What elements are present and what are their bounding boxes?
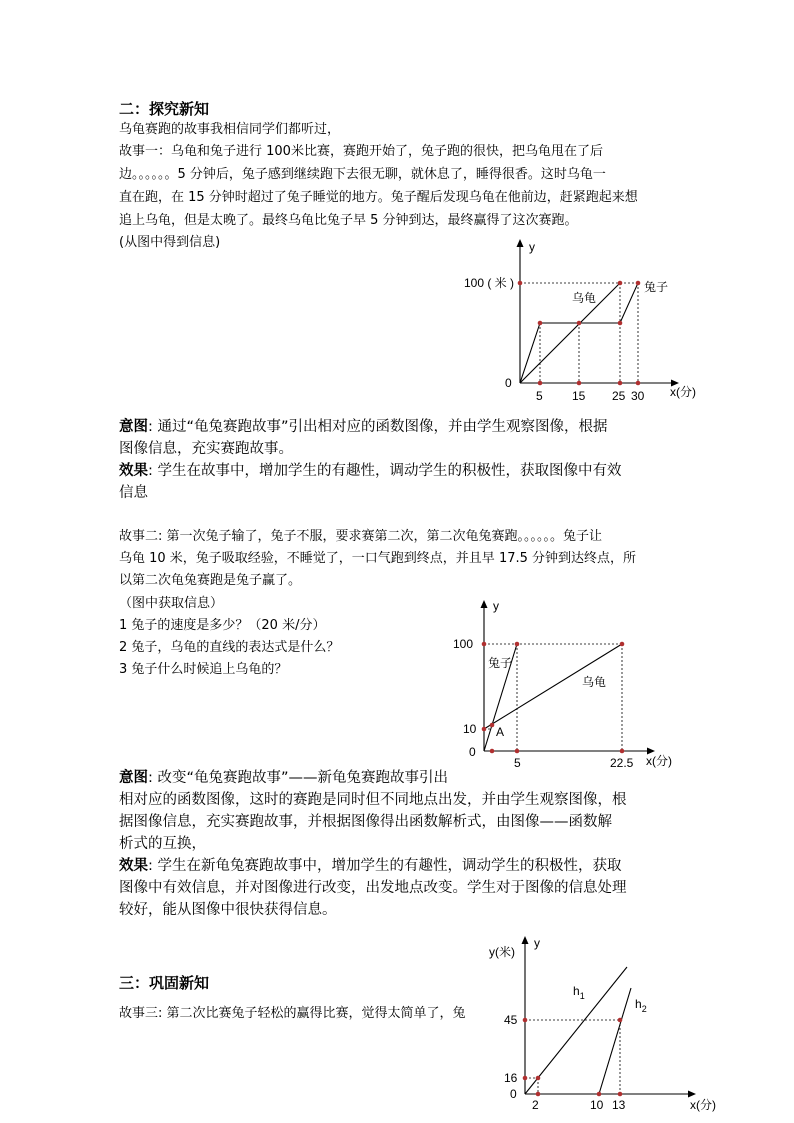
x-tick: 10 (590, 1098, 604, 1112)
graph-race-two (446, 596, 678, 771)
story2-line: 以第二次龟兔赛跑是兔子赢了。 (119, 573, 302, 588)
effect-text: 信息 (119, 485, 148, 501)
turtle-label: 乌龟 (582, 675, 607, 689)
story2-paragraph (119, 528, 636, 594)
question-item: 2 兔子，乌龟的直线的表达式是什么？ (119, 640, 340, 655)
x-axis-label: x(分) (670, 385, 696, 399)
effect-text: : 学生在故事中，增加学生的有趣性，调动学生的积极性，获取图像中有效 (148, 463, 622, 479)
x-tick: 25 (612, 389, 626, 403)
story1-line: 故事一：乌龟和兔子进行 100米比赛，赛跑开始了，兔子跑的很快，把乌龟甩在了后 (119, 144, 603, 159)
y-tick-100: 100 ( 米 ) (464, 276, 515, 290)
intent-text: 相对应的函数图像，这时的赛跑是同时但不同地点出发，并由学生观察图像，根 (119, 792, 627, 808)
h2-label: $h_2$ (635, 997, 647, 1014)
question-item: 1 兔子的速度是多少？（20 米/分） (119, 618, 326, 633)
y-axis-label: y (529, 240, 535, 254)
story2-line: 乌龟 10 米，兔子吸取经验，不睡觉了，一口气跑到终点，并且早 17.5 分钟到达终点，所 (119, 551, 637, 566)
section-heading-2: 二：探究新知 (119, 100, 210, 118)
x-axis-label: x(分) (690, 1098, 716, 1112)
y-tick: 45 (504, 1013, 518, 1027)
effect-text: : 学生在新龟兔赛跑故事中，增加学生的有趣性，调动学生的积极性，获取 (148, 858, 622, 874)
effect-text: 较好，能从图像中很快获得信息。 (119, 902, 337, 918)
intent-label: 意图 (119, 419, 148, 435)
section-heading-3: 三：巩固新知 (119, 974, 210, 992)
y-unit-label: y(米) (489, 945, 515, 959)
effect-label: 效果 (119, 463, 148, 479)
intent-text: : 通过“龟兔赛跑故事”引出相对应的函数图像，并由学生观察图像，根据 (148, 419, 608, 435)
effect-label: 效果 (119, 858, 148, 874)
intent-text: : 改变“龟兔赛跑故事”——新龟兔赛跑故事引出 (148, 770, 449, 786)
y-tick: 16 (504, 1071, 518, 1085)
story1-line: 直在跑，在 15 分钟时超过了兔子睡觉的地方。兔子醒后发现乌龟在他前边，赶紧跑起来想 (119, 190, 638, 205)
turtle-line (520, 283, 620, 383)
rabbit-label: 兔子 (488, 656, 513, 670)
h1-label: $h_1$ (573, 984, 585, 1001)
effect-text: 图像中有效信息，并对图像进行改变，出发地点改变。学生对于图像的信息处理 (119, 880, 627, 896)
origin-label: 0 (505, 376, 512, 390)
graph-race-three (484, 932, 724, 1118)
y-axis-label: y (493, 599, 499, 613)
x-tick: 5 (536, 389, 543, 403)
intent-text: 图像信息，充实赛跑故事。 (119, 441, 293, 457)
rabbit-label: 兔子 (644, 280, 669, 294)
intro-text: 乌龟赛跑的故事我相信同学们都听过， (119, 122, 341, 137)
y-tick: 10 (463, 722, 477, 736)
turtle-label: 乌龟 (572, 291, 597, 305)
story2-line: 故事二: 第一次兔子输了，兔子不服，要求赛第二次，第二次龟兔赛跑。。。。。。兔子让 (119, 529, 603, 544)
point-a-label: A (496, 725, 505, 739)
x-tick: 30 (631, 389, 645, 403)
y-axis-label: y (534, 936, 540, 950)
graph-race-one (460, 238, 700, 406)
intent-text: 析式的互换， (119, 836, 206, 852)
from-graph-note: (从图中得到信息) (119, 235, 221, 250)
origin-label: 0 (469, 745, 476, 759)
story3-text: 故事三: 第二次比赛兔子轻松的赢得比赛，觉得太简单了，兔 (119, 1006, 466, 1021)
effect1-paragraph (119, 460, 622, 504)
x-tick: 5 (514, 756, 521, 770)
intent2-paragraph (119, 767, 627, 855)
story1-line: 边。。。。。。5 分钟后，兔子感到继续跑下去很无聊，就休息了，睡得很香。这时乌龟一 (119, 167, 606, 182)
x-tick: 22.5 (610, 756, 634, 770)
x-tick: 15 (572, 389, 586, 403)
effect2-paragraph (119, 855, 627, 921)
story1-line: 追上乌龟，但是太晚了。最终乌龟比兔子早 5 分钟到达，最终赢得了这次赛跑。 (119, 213, 578, 228)
x-axis-label: x(分) (646, 754, 672, 768)
intent1-paragraph (119, 416, 608, 460)
question-item: 3 兔子什么时候追上乌龟的？ (119, 662, 288, 677)
x-tick: 13 (612, 1098, 626, 1112)
intent-text: 据图像信息，充实赛跑故事，并根据图像得出函数解析式，由图像——函数解 (119, 814, 612, 830)
question-list (119, 617, 339, 683)
y-tick: 100 (453, 637, 474, 651)
intent-label: 意图 (119, 770, 148, 786)
h2-line (599, 988, 631, 1094)
x-tick: 2 (532, 1098, 539, 1112)
story1-paragraph (119, 143, 638, 235)
graph-info-note: （图中获取信息） (119, 596, 224, 611)
origin-label: 0 (510, 1087, 517, 1101)
